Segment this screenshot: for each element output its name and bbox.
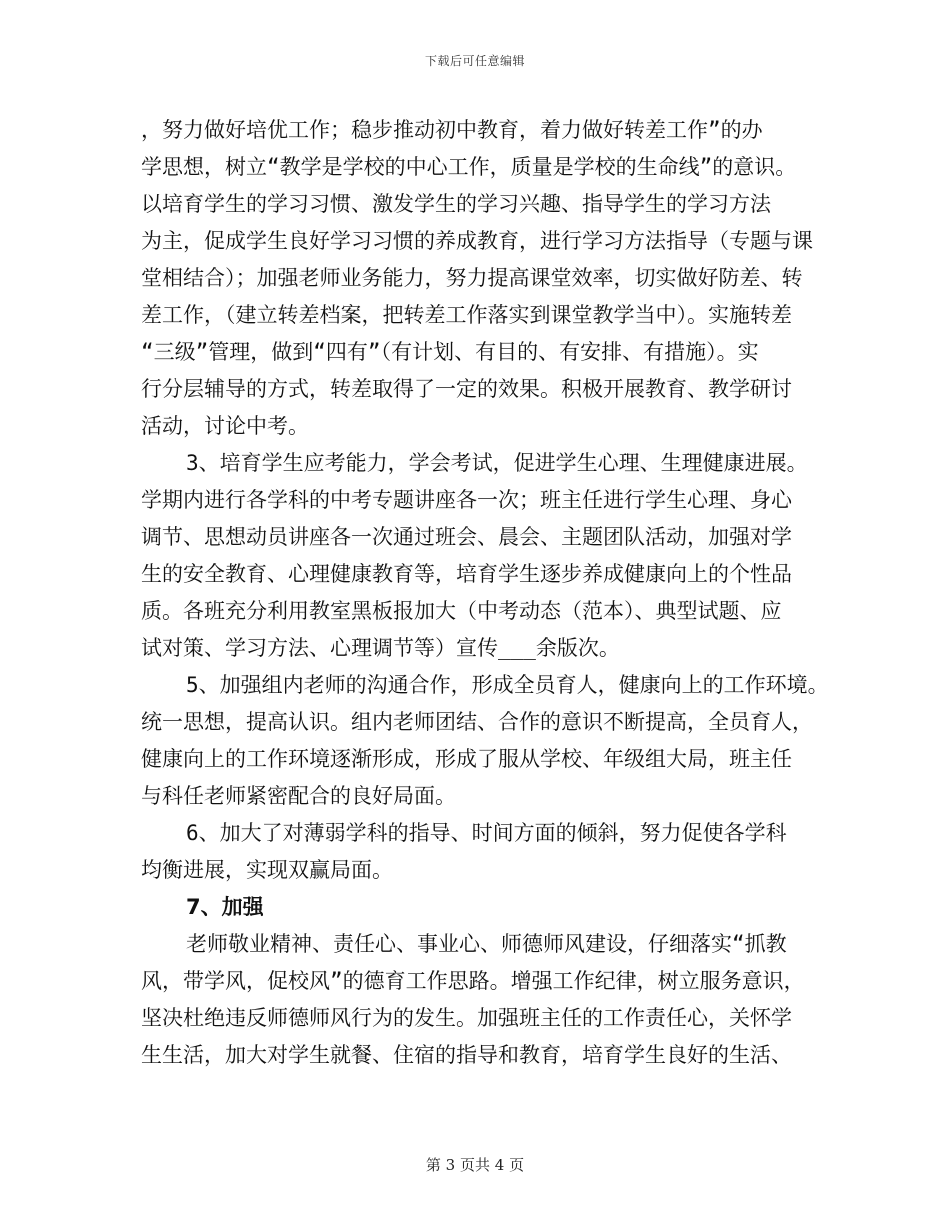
text-line: 质。各班充分利用教室黑板报加大（中考动态（范本）、典型试题、应	[141, 599, 782, 623]
text-line: 差工作，（建立转差档案，把转差工作落实到课堂教学当中）。实施转差	[141, 303, 792, 327]
paragraph-start-line: 3、培育学生应考能力，学会考试，促进学生心理、生理健康进展。	[186, 451, 808, 475]
text-line: 试对策、学习方法、心理调节等）宣传___余版次。	[141, 636, 620, 660]
text-line: 学思想，树立“教学是学校的中心工作，质量是学校的生命线”的意识。	[141, 155, 797, 179]
page-number: 第 3 页共 4 页	[425, 1156, 525, 1174]
section-heading: 7、加强	[186, 895, 264, 919]
text-line: 行分层辅导的方式，转差取得了一定的效果。积极开展教育、教学研讨	[141, 377, 792, 401]
text-line: 生生活，加大对学生就餐、住宿的指导和教育，培育学生良好的生活、	[141, 1043, 792, 1067]
text-line: 堂相结合）；加强老师业务能力，努力提高课堂效率，切实做好防差、转	[141, 266, 803, 290]
paragraph-start-line: 老师敬业精神、责任心、事业心、师德师风建设，仔细落实“抓教	[186, 932, 787, 956]
text-line: 为主，促成学生良好学习习惯的养成教育，进行学习方法指导（专题与课	[141, 229, 813, 253]
text-line: 与科任老师紧密配合的良好局面。	[141, 784, 456, 808]
text-line: 风，带学风，促校风”的德育工作思路。增强工作纪律，树立服务意识，	[141, 969, 805, 993]
text-line: 学期内进行各学科的中考专题讲座各一次；班主任进行学生心理、身心	[141, 488, 792, 512]
text-line: “三级”管理，做到“四有”（有计划、有目的、有安排、有措施）。实	[141, 340, 759, 364]
paragraph-start-line: 6、加大了对薄弱学科的指导、时间方面的倾斜，努力促使各学科	[186, 821, 787, 845]
paragraph-start-line: 5、加强组内老师的沟通合作，形成全员育人，健康向上的工作环境。	[186, 673, 829, 697]
text-line: 调节、思想动员讲座各一次通过班会、晨会、主题团队活动，加强对学	[141, 525, 792, 549]
text-line: 统一思想，提高认识。组内老师团结、合作的意识不断提高，全员育人，	[141, 710, 813, 734]
text-line: 坚决杜绝违反师德师风行为的发生。加强班主任的工作责任心，关怀学	[141, 1006, 792, 1030]
page-header: 下载后可任意编辑	[424, 54, 525, 68]
text-line: 生的安全教育、心理健康教育等，培育学生逐步养成健康向上的个性品	[141, 562, 792, 586]
document-body	[141, 112, 829, 1074]
text-line: 健康向上的工作环境逐渐形成，形成了服从学校、年级组大局，班主任	[141, 747, 792, 771]
text-line: ，努力做好培优工作；稳步推动初中教育，着力做好转差工作”的办	[141, 118, 763, 142]
text-line: 均衡进展，实现双赢局面。	[141, 858, 393, 882]
text-line: 以培育学生的学习习惯、激发学生的学习兴趣、指导学生的学习方法	[141, 192, 771, 216]
text-line: 活动，讨论中考。	[141, 414, 309, 438]
